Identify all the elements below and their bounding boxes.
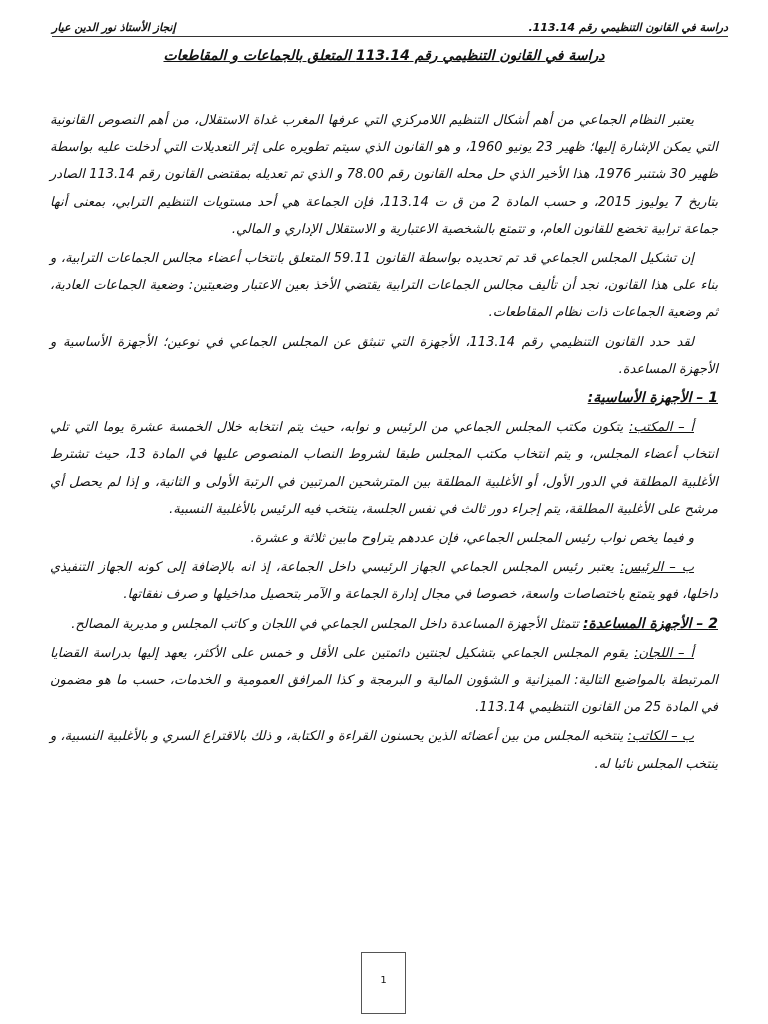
page-number: 1 (380, 975, 387, 986)
office-label: أ – المكتب: (629, 420, 694, 436)
section-2-heading-text: تتمثل الأجهزة المساعدة داخل المجلس الجماعي في اللجان و كاتب المجلس و مديرية المصالح. (71, 616, 583, 632)
president-text: يعتبر رئيس المجلس الجماعي الجهاز الرئيسي داخل الجماعة، إذ انه بالإضافة إلى كونه الجهاز التنفيذي داخلها، فهو يتمتع باختصاصات واسعة، خصوصا في مجال إدارة الجماعة و الآمر بتحصيل مداخيلها و صرف نفقاتها. (50, 560, 718, 603)
secretary-label: ب – الكاتب: (627, 729, 695, 745)
secretary-text: ينتخبه المجلس من بين أعضائه الذين يحسنون القراءة و الكتابة، و ذلك بالاقتراع السري و بالأغلبية النسبية، و ينتخب المجلس نائبا له. (50, 729, 718, 772)
office-text: يتكون مكتب المجلس الجماعي من الرئيس و نوابه، حيث يتم انتخابه خلال الخمسة عشرة يوما التي تلي انتخاب أعضاء المجلس، و يتم انتخاب مكتب المجلس طبقا لشروط النصاب المنصوص عليها في المادة 13، حيث تشترط الأغلبية المطلقة في الدور الأول، أو الأغلبية المطلقة بين المترشحين المرتبين في الرتبة الأولى و الثانية، و إذا لم يحصل أي مرشح على الأغلبية المطلقة، يتم إجراء دور ثالث في نفس الجلسة، ينتخب فيه الرئيس بالأغلبية النسبية. (50, 420, 718, 517)
deputies-paragraph: و فيما يخص نواب رئيس المجلس الجماعي، فإن عددهم يتراوح مابين ثلاثة و عشرة. (250, 531, 694, 547)
page-header (52, 14, 728, 37)
committees-paragraph (50, 640, 718, 722)
intro-paragraph-2: إن تشكيل المجلس الجماعي قد تم تحديده بواسطة القانون 59.11 المتعلق بانتخاب أعضاء مجالس الجماعات الترابية، و بناء على هذا القانون، نجد أن تأليف مجالس الجماعات الترابية يقتضي الأخذ بعين الاعتبار وضعيتين: وضعية الجماعات العادية، ثم وضعية الجماعات ذات نظام المقاطعات. (50, 251, 718, 321)
document-title: دراسة في القانون التنظيمي رقم 113.14 المتعلق بالجماعات و المقاطعات (163, 48, 605, 64)
section-2-paragraph (50, 611, 718, 638)
office-paragraph (50, 414, 718, 523)
intro-paragraph-1: يعتبر النظام الجماعي من أهم أشكال التنظيم اللامركزي التي عرفها المغرب غداة الاستقلال، من أهم النصوص القانونية التي يمكن الإشارة إليها؛ ظهير 23 يونيو 1960، و هو القانون الذي سيتم تطويره على إثر التعديلات التي أدخلت عليه بواسطة ظهير 30 شتنبر 1976، هذا الأخير الذي حل محله القانون رقم 78.00 و الذي تم تعديله بمقتضى القانون رقم 113.14 الصادر بتاريخ 7 يوليوز 2015، و حسب المادة 2 من ق ت 113.14، فإن الجماعة هي أحد مستويات التنظيم الترابي، بمعنى أنها جماعة ترابية تخضع للقانون العام، و تتمتع بالشخصية الاعتبارية و الاستقلال الإداري و المالي. (50, 113, 719, 237)
header-study-title: دراسة في القانون التنظيمي رقم 113.14. (528, 21, 728, 34)
section-1-heading-row (50, 385, 718, 412)
president-label: ب – الرئيس: (620, 560, 694, 576)
committees-text: يقوم المجلس الجماعي بتشكيل لجنتين دائمتين على الأقل و خمس على الأكثر، يعهد إليها بدراسة القضايا المرتبطة بالمواضيع التالية: الميزانية و الشؤون المالية و البرمجة و كذا المرافق العمومية و الخدمات، حسب ما هو مضمون في المادة 25 من القانون التنظيمي 113.14. (50, 645, 718, 716)
intro-paragraph-3: لقد حدد القانون التنظيمي رقم 113.14، الأجهزة التي تنبثق عن المجلس الجماعي في نوعين؛ الأجهزة الأساسية و الأجهزة المساعدة. (50, 334, 718, 377)
president-paragraph (50, 554, 718, 608)
committees-label: أ – اللجان: (634, 645, 694, 661)
secretary-paragraph (50, 723, 718, 777)
header-author: إنجاز الأستاذ نور الدين عيار (52, 21, 176, 34)
section-2-heading: 2 – الأجهزة المساعدة: (582, 615, 718, 632)
document-body (50, 107, 718, 780)
section-1-heading: 1 – الأجهزة الأساسية: (587, 390, 718, 407)
page-number-box (361, 952, 406, 1014)
